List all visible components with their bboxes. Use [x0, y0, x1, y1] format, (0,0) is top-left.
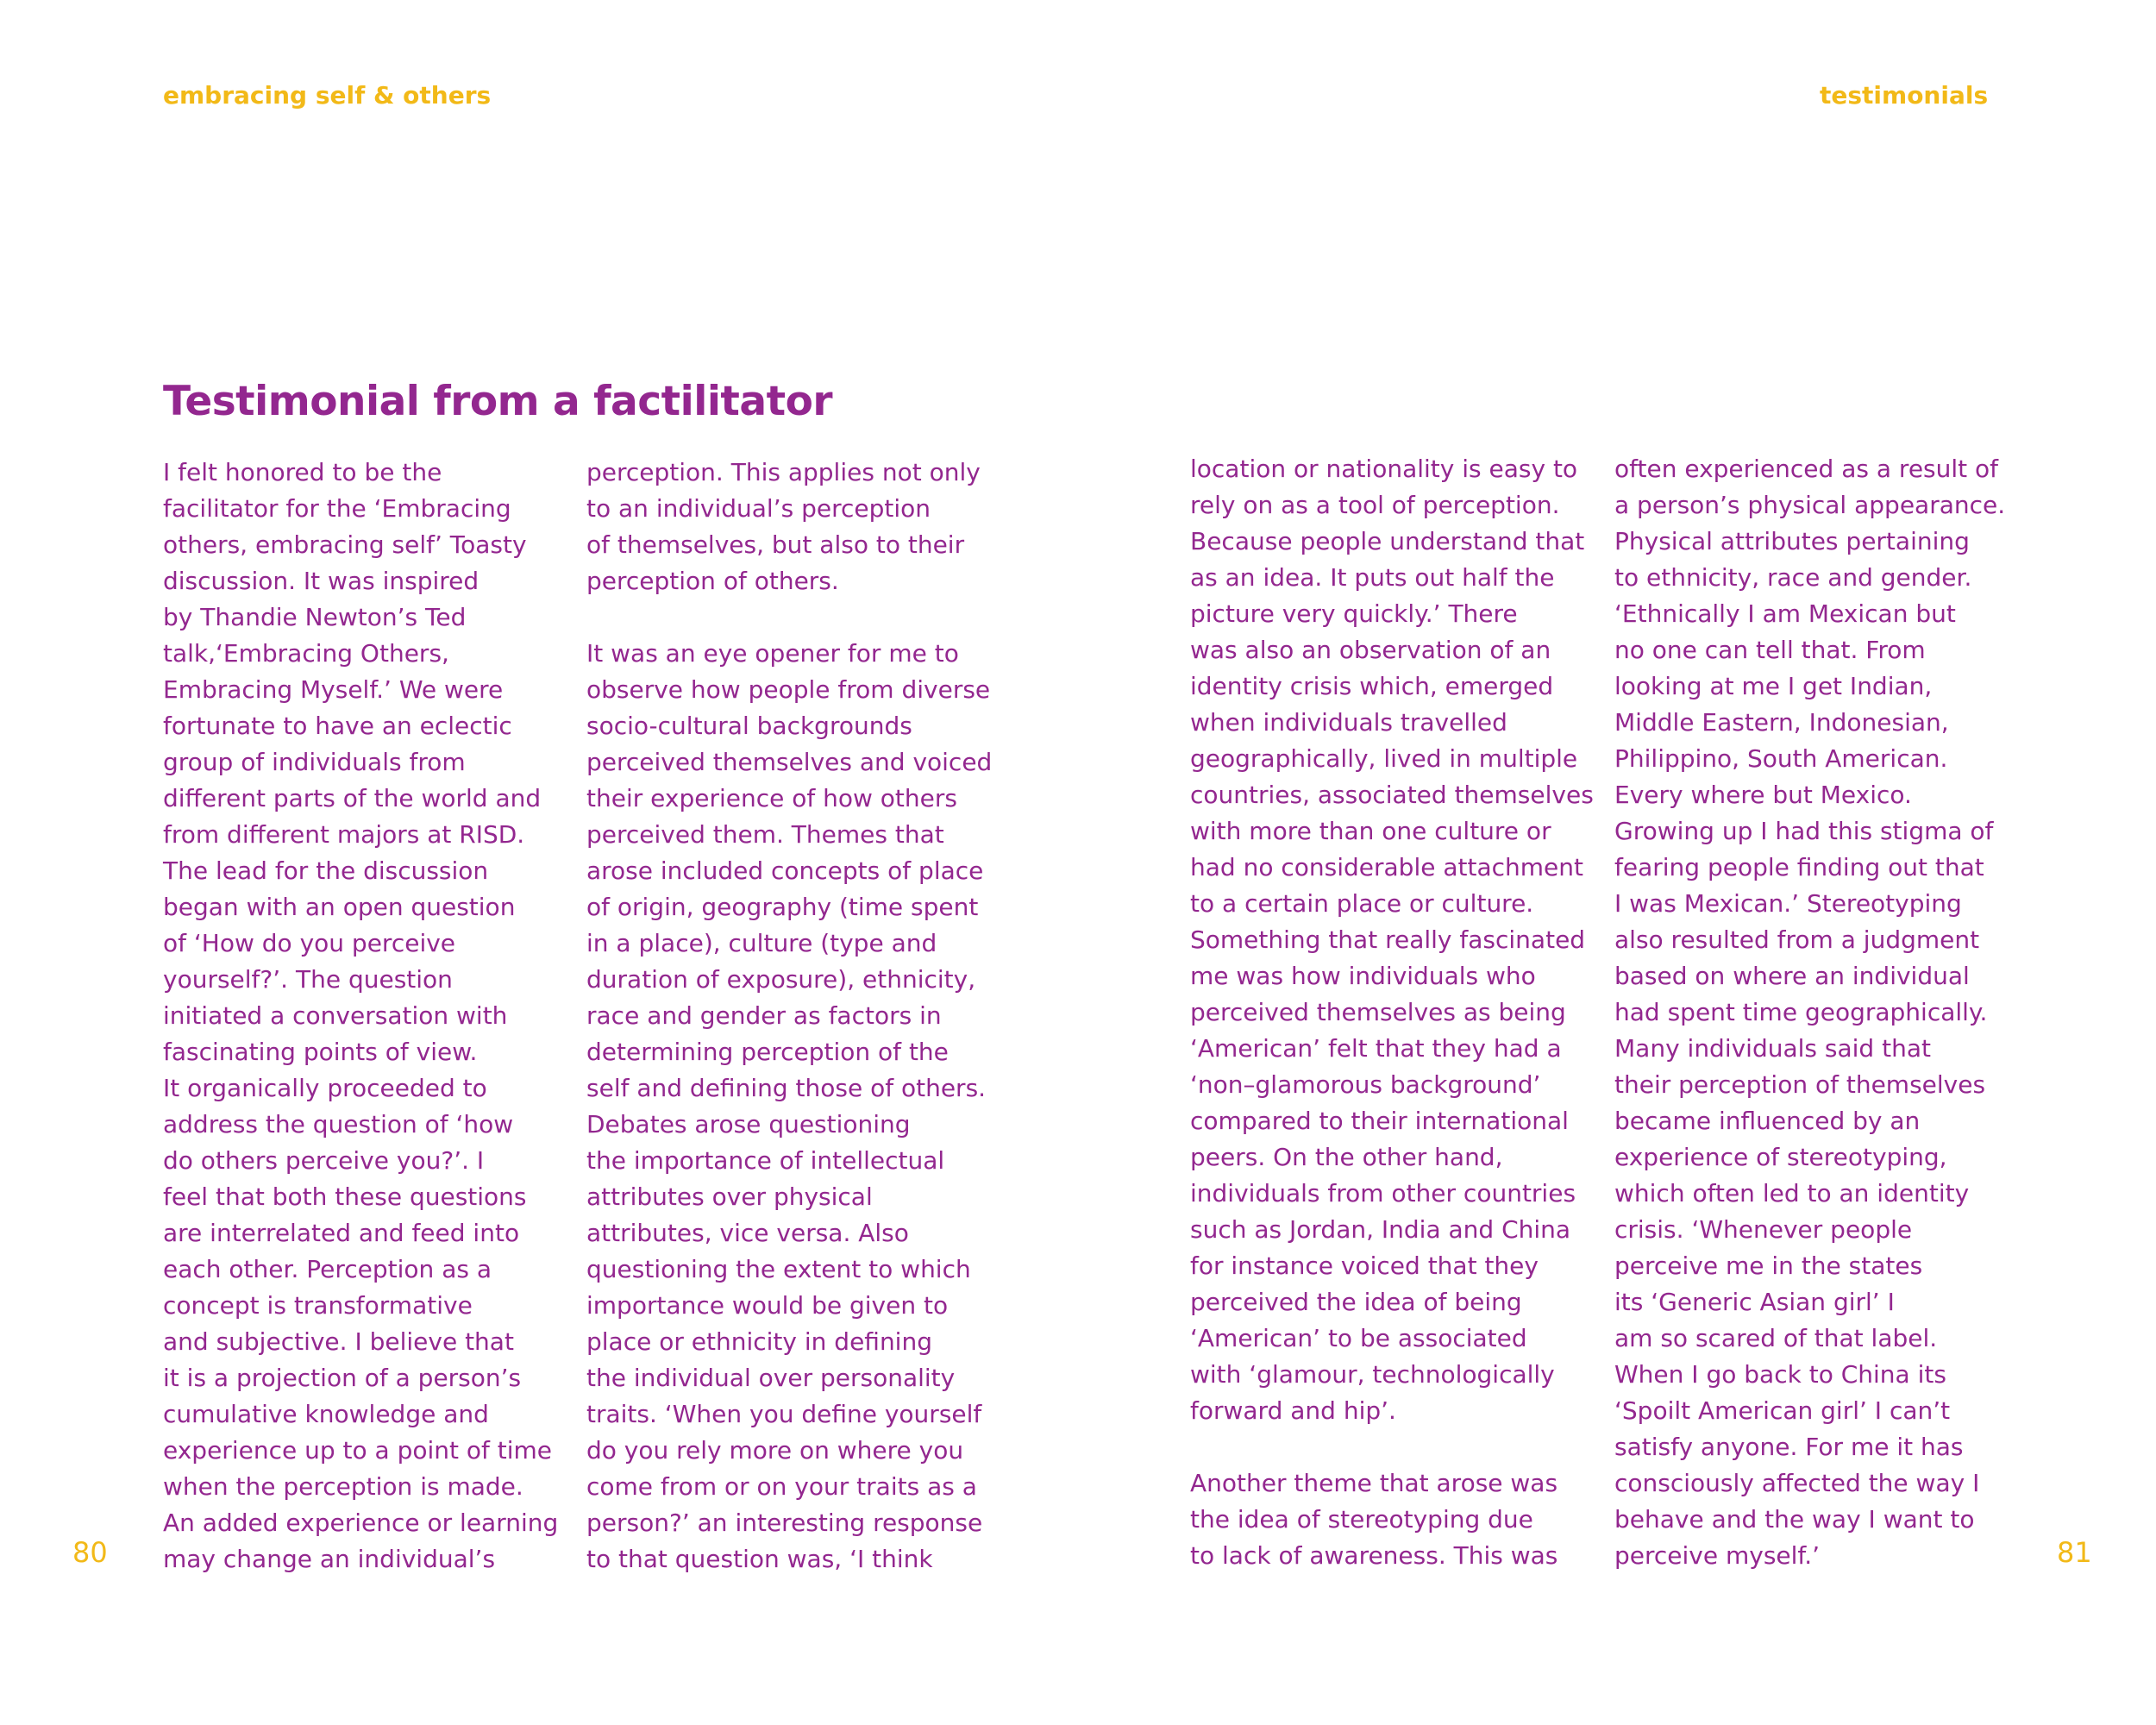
text-line: Middle Eastern, Indonesian, — [1614, 708, 1949, 737]
text-line: Because people understand that — [1190, 527, 1585, 555]
text-line: perception of others. — [586, 567, 839, 595]
text-line: the individual over personality — [586, 1364, 956, 1392]
text-line: do you rely more on where you — [586, 1436, 964, 1465]
text-line: do others perceive you?’. I — [163, 1146, 485, 1175]
text-line: yourself?’. The question — [163, 965, 453, 994]
text-line: satisfy anyone. For me it has — [1614, 1433, 1964, 1461]
text-line: socio-cultural backgrounds — [586, 712, 912, 740]
text-line: from different majors at RISD. — [163, 820, 525, 849]
text-line: often experienced as a result of — [1614, 455, 1999, 483]
text-line: discussion. It was inspired — [163, 567, 479, 595]
text-column-4 — [1614, 451, 2063, 1574]
text-line: Every where but Mexico. — [1614, 781, 1912, 809]
text-line: perceive myself.’ — [1614, 1541, 1821, 1570]
text-line: looking at me I get Indian, — [1614, 672, 1933, 700]
text-line: am so scared of that label. — [1614, 1324, 1938, 1352]
text-line: crisis. ‘Whenever people — [1614, 1215, 1913, 1244]
text-line: ‘Ethnically I am Mexican but — [1614, 599, 1956, 628]
text-line: of themselves, but also to their — [586, 530, 965, 559]
text-column-3 — [1190, 451, 1639, 1574]
text-line: perceived themselves as being — [1190, 998, 1566, 1026]
text-line: self and defining those of others. — [586, 1074, 987, 1102]
paragraph-break — [1190, 1429, 1639, 1465]
text-line: based on where an individual — [1614, 962, 1970, 990]
text-line: different parts of the world and — [163, 784, 542, 812]
text-line: began with an open question — [163, 893, 516, 921]
text-line: Another theme that arose was — [1190, 1469, 1558, 1497]
text-line: arose included concepts of place — [586, 856, 984, 885]
text-line: of origin, geography (time spent — [586, 893, 979, 921]
text-line: for instance voiced that they — [1190, 1251, 1539, 1280]
text-line: forward and hip’. — [1190, 1396, 1396, 1425]
text-line: each other. Perception as a — [163, 1255, 492, 1283]
text-line: to lack of awareness. This was — [1190, 1541, 1558, 1570]
running-head-right: testimonials — [1820, 81, 1989, 110]
text-line: ‘Spoilt American girl’ I can’t — [1614, 1396, 1951, 1425]
text-line: as an idea. It puts out half the — [1190, 563, 1555, 592]
text-line: Growing up I had this stigma of — [1614, 817, 1994, 845]
text-line: traits. ‘When you define yourself — [586, 1400, 982, 1428]
text-line: experience up to a point of time — [163, 1436, 553, 1465]
text-line: in a place), culture (type and — [586, 929, 937, 957]
text-line: which often led to an identity — [1614, 1179, 1970, 1208]
text-line: The lead for the discussion — [163, 856, 489, 885]
text-line: cumulative knowledge and — [163, 1400, 489, 1428]
text-line: also resulted from a judgment — [1614, 925, 1980, 954]
text-line: their perception of themselves — [1614, 1070, 1986, 1099]
text-line: peers. On the other hand, — [1190, 1143, 1503, 1171]
text-line: such as Jordan, India and China — [1190, 1215, 1571, 1244]
text-line: It was an eye opener for me to — [586, 639, 959, 668]
text-line: perceived them. Themes that — [586, 820, 944, 849]
text-line: countries, associated themselves — [1190, 781, 1594, 809]
text-line: their experience of how others — [586, 784, 957, 812]
text-line: An added experience or learning — [163, 1509, 559, 1537]
text-line: attributes over physical — [586, 1182, 873, 1211]
text-column-2 — [586, 455, 1035, 1578]
text-line: when the perception is made. — [163, 1472, 523, 1501]
text-line: perceive me in the states — [1614, 1251, 1923, 1280]
text-line: geographically, lived in multiple — [1190, 744, 1578, 773]
text-line: with ‘glamour, technologically — [1190, 1360, 1555, 1389]
text-line: individuals from other countries — [1190, 1179, 1576, 1208]
text-line: are interrelated and feed into — [163, 1219, 520, 1247]
text-line: compared to their international — [1190, 1107, 1569, 1135]
text-line: the importance of intellectual — [586, 1146, 945, 1175]
page-number-left: 80 — [72, 1536, 108, 1569]
text-line: When I go back to China its — [1614, 1360, 1946, 1389]
text-line: with more than one culture or — [1190, 817, 1551, 845]
text-line: duration of exposure), ethnicity, — [586, 965, 976, 994]
text-line: was also an observation of an — [1190, 636, 1551, 664]
text-line: facilitator for the ‘Embracing — [163, 494, 511, 523]
text-line: Physical attributes pertaining — [1614, 527, 1970, 555]
text-line: fortunate to have an eclectic — [163, 712, 512, 740]
text-line: come from or on your traits as a — [586, 1472, 977, 1501]
text-line: ‘American’ felt that they had a — [1190, 1034, 1562, 1063]
text-line: group of individuals from — [163, 748, 466, 776]
text-line: I felt honored to be the — [163, 458, 442, 486]
text-line: to a certain place or culture. — [1190, 889, 1534, 918]
text-line: perceived themselves and voiced — [586, 748, 993, 776]
text-line: Many individuals said that — [1614, 1034, 1931, 1063]
running-head-left: embracing self & others — [163, 81, 492, 110]
text-line: place or ethnicity in defining — [586, 1327, 932, 1356]
text-line: when individuals travelled — [1190, 708, 1507, 737]
text-line: no one can tell that. From — [1614, 636, 1926, 664]
text-line: may change an individual’s — [163, 1545, 496, 1573]
text-line: address the question of ‘how — [163, 1110, 514, 1138]
text-line: I was Mexican.’ Stereotyping — [1614, 889, 1962, 918]
text-line: Philippino, South American. — [1614, 744, 1948, 773]
text-line: it is a projection of a person’s — [163, 1364, 522, 1392]
text-line: me was how individuals who — [1190, 962, 1536, 990]
text-line: concept is transformative — [163, 1291, 473, 1320]
text-line: determining perception of the — [586, 1038, 949, 1066]
text-line: rely on as a tool of perception. — [1190, 491, 1560, 519]
text-line: importance would be given to — [586, 1291, 949, 1320]
text-line: a person’s physical appearance. — [1614, 491, 2006, 519]
text-line: race and gender as factors in — [586, 1001, 942, 1030]
text-column-1 — [163, 455, 611, 1578]
text-line: fearing people finding out that — [1614, 853, 1984, 881]
text-line: by Thandie Newton’s Ted — [163, 603, 467, 631]
text-line: identity crisis which, emerged — [1190, 672, 1554, 700]
text-line: attributes, vice versa. Also — [586, 1219, 909, 1247]
text-line: and subjective. I believe that — [163, 1327, 514, 1356]
article-title: Testimonial from a factilitator — [163, 378, 833, 425]
text-line: ‘American’ to be associated — [1190, 1324, 1527, 1352]
text-line: had spent time geographically. — [1614, 998, 1988, 1026]
text-line: its ‘Generic Asian girl’ I — [1614, 1288, 1895, 1316]
text-line: picture very quickly.’ There — [1190, 599, 1518, 628]
text-line: behave and the way I want to — [1614, 1505, 1975, 1534]
text-line: talk,‘Embracing Others, — [163, 639, 449, 668]
text-line: had no considerable attachment — [1190, 853, 1583, 881]
text-line: fascinating points of view. — [163, 1038, 478, 1066]
text-line: perception. This applies not only — [586, 458, 981, 486]
text-line: feel that both these questions — [163, 1182, 527, 1211]
paragraph-break — [586, 599, 1035, 636]
text-line: to that question was, ‘I think — [586, 1545, 933, 1573]
text-line: to an individual’s perception — [586, 494, 931, 523]
text-line: of ‘How do you perceive — [163, 929, 456, 957]
text-line: ‘non–glamorous background’ — [1190, 1070, 1541, 1099]
text-line: became influenced by an — [1614, 1107, 1921, 1135]
text-line: initiated a conversation with — [163, 1001, 508, 1030]
text-line: consciously affected the way I — [1614, 1469, 1980, 1497]
text-line: others, embracing self’ Toasty — [163, 530, 527, 559]
text-line: Debates arose questioning — [586, 1110, 911, 1138]
text-line: Embracing Myself.’ We were — [163, 675, 504, 704]
text-line: to ethnicity, race and gender. — [1614, 563, 1972, 592]
text-line: person?’ an interesting response — [586, 1509, 983, 1537]
text-line: experience of stereotyping, — [1614, 1143, 1947, 1171]
text-line: observe how people from diverse — [586, 675, 991, 704]
text-line: perceived the idea of being — [1190, 1288, 1522, 1316]
text-line: It organically proceeded to — [163, 1074, 487, 1102]
text-line: questioning the extent to which — [586, 1255, 971, 1283]
page-number-right: 81 — [2057, 1536, 2092, 1569]
text-line: Something that really fascinated — [1190, 925, 1586, 954]
text-line: location or nationality is easy to — [1190, 455, 1578, 483]
text-line: the idea of stereotyping due — [1190, 1505, 1533, 1534]
